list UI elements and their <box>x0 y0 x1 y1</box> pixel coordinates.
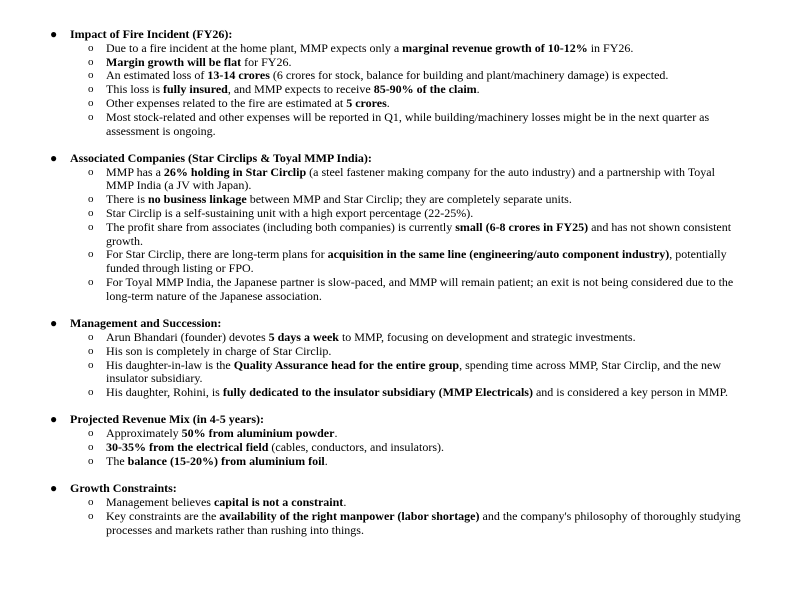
item-text: Other expenses related to the fire are estimated at <box>106 95 347 110</box>
item-text: . <box>324 453 328 468</box>
list-item <box>70 427 742 441</box>
item-text: and has not shown consistent growth. <box>106 219 732 248</box>
item-text: His daughter, Rohini, is <box>106 385 223 400</box>
bullet-circle-icon: o <box>88 55 94 68</box>
item-emphasis: Quality Assurance head for the entire group <box>233 357 460 372</box>
item-text: , spending time across MMP, Star Circlip, and the new insulator subsidiary. <box>106 357 722 386</box>
section-revenue-mix <box>0 413 789 468</box>
item-text: for FY26. <box>241 54 292 69</box>
item-text: to MMP, focusing on development and strategic investments. <box>338 329 636 344</box>
item-text: Approximately <box>106 426 182 441</box>
list-item <box>70 345 742 359</box>
item-text: This loss is <box>106 82 164 97</box>
item-text: Star Circlip is a self-sustaining unit with a high export percentage (22-25%). <box>106 206 474 221</box>
bullet-circle-icon: o <box>88 220 94 233</box>
item-text: , potentially funded through listing or FPO. <box>106 247 727 276</box>
bullet-disc-icon: ● <box>50 27 58 41</box>
item-text: Key constraints are the <box>106 508 220 523</box>
item-text: The <box>106 453 128 468</box>
item-text: For Toyal MMP India, the Japanese partner is slow-paced, and MMP will remain patient; an exit is not being considered due to the long-term nature of the Japanese association. <box>106 275 734 303</box>
section-associated-companies <box>0 152 789 304</box>
item-text: (6 crores for stock, balance for building and plant/machinery damage) is expected. <box>269 68 669 83</box>
item-text: between MMP and Star Circlip; they are completely separate units. <box>246 192 572 207</box>
item-text: . <box>476 82 480 97</box>
item-emphasis: no business linkage <box>147 192 247 207</box>
bullet-disc-icon: ● <box>50 150 58 165</box>
list-item <box>70 248 742 276</box>
item-text: (a steel fastener making company for the auto industry) and a partnership with Toyal MMP India (a JV with Japan). <box>106 164 715 193</box>
item-text: MMP has a <box>106 164 164 179</box>
item-text: The profit share from associates (including both companies) is currently <box>106 219 456 234</box>
item-emphasis: fully dedicated to the insulator subsidiary (MMP Electricals) <box>222 385 533 400</box>
section-heading: Growth Constraints: <box>70 481 177 496</box>
list-item <box>70 386 742 400</box>
list-item <box>70 69 742 83</box>
item-emphasis: 5 crores <box>346 95 387 110</box>
item-emphasis: 26% holding in Star Circlip <box>163 164 307 179</box>
item-text: There is <box>106 192 148 207</box>
bullet-circle-icon: o <box>88 41 94 54</box>
item-text: Due to a fire incident at the home plant, MMP expects only a <box>106 40 403 55</box>
section-heading: Management and Succession: <box>70 316 222 331</box>
bullet-disc-icon: ● <box>50 481 58 496</box>
list-item <box>70 97 742 111</box>
bullet-circle-icon: o <box>88 427 94 440</box>
item-text: Management believes <box>106 494 214 509</box>
section-management-succession <box>0 317 789 400</box>
bullet-circle-icon: o <box>88 386 94 399</box>
list-item <box>70 42 742 56</box>
list-item <box>70 207 742 221</box>
item-text: (cables, conductors, and insulators). <box>268 440 445 455</box>
item-text: and the company's philosophy of thoroughly studying processes and markets rather than rushing into things. <box>106 508 741 537</box>
bullet-circle-icon: o <box>88 165 94 178</box>
bullet-circle-icon: o <box>88 83 94 96</box>
list-item <box>70 111 742 139</box>
bullet-circle-icon: o <box>88 358 94 371</box>
bullet-circle-icon: o <box>88 96 94 109</box>
item-text: His daughter-in-law is the <box>106 357 234 372</box>
list-item <box>70 56 742 70</box>
bullet-circle-icon: o <box>88 193 94 206</box>
item-emphasis: balance (15-20%) from aluminium foil <box>127 453 325 468</box>
item-emphasis: 50% from aluminium powder <box>181 426 335 441</box>
item-text: . <box>334 426 338 441</box>
list-item <box>70 359 742 387</box>
bullet-disc-icon: ● <box>50 412 58 427</box>
item-emphasis: fully insured <box>163 82 228 97</box>
section-fire-incident <box>0 28 789 138</box>
bullet-circle-icon: o <box>88 495 94 508</box>
list-item <box>70 193 742 207</box>
bullet-circle-icon: o <box>88 454 94 467</box>
list-item <box>70 441 742 455</box>
section-heading: Impact of Fire Incident (FY26): <box>70 27 233 41</box>
item-text: Most stock-related and other expenses will be reported in Q1, while building/machinery losses might be in the next quarter as assessment is ongoing. <box>106 109 710 138</box>
section-heading: Associated Companies (Star Circlips & Toyal MMP India): <box>70 150 372 165</box>
bullet-circle-icon: o <box>88 509 94 522</box>
bullet-circle-icon: o <box>88 330 94 343</box>
item-text: His son is completely in charge of Star Circlip. <box>106 343 332 358</box>
bullet-circle-icon: o <box>88 344 94 357</box>
bullet-disc-icon: ● <box>50 316 58 331</box>
sub-list <box>70 42 789 139</box>
item-emphasis: acquisition in the same line (engineering/auto component industry) <box>327 247 670 262</box>
bullet-circle-icon: o <box>88 110 94 123</box>
item-text: An estimated loss of <box>106 68 208 83</box>
item-text: . <box>386 95 390 110</box>
section-growth-constraints <box>0 482 789 537</box>
list-item <box>70 221 742 249</box>
list-item <box>70 455 742 469</box>
list-item <box>70 331 742 345</box>
item-text: and is considered a key person in MMP. <box>532 385 728 400</box>
list-item <box>70 510 742 538</box>
bullet-circle-icon: o <box>88 441 94 454</box>
sub-list <box>70 166 789 304</box>
item-text: Arun Bhandari (founder) devotes <box>106 329 269 344</box>
list-item <box>70 83 742 97</box>
bullet-circle-icon: o <box>88 69 94 82</box>
bullet-circle-icon: o <box>88 276 94 289</box>
item-text: . <box>343 494 347 509</box>
item-emphasis: 30-35% from the electrical field <box>106 440 269 455</box>
item-emphasis: availability of the right manpower (labor shortage) <box>219 508 480 523</box>
item-text: in FY26. <box>587 40 634 55</box>
item-text: , and MMP expects to receive <box>227 82 374 97</box>
bullet-circle-icon: o <box>88 248 94 261</box>
section-heading: Projected Revenue Mix (in 4-5 years): <box>70 412 265 427</box>
sub-list <box>70 331 789 400</box>
list-item <box>70 276 742 304</box>
item-emphasis: 85-90% of the claim <box>373 82 477 97</box>
sub-list <box>70 427 789 468</box>
sub-list <box>70 496 789 537</box>
list-item <box>70 496 742 510</box>
list-item <box>70 166 742 194</box>
item-emphasis: 5 days a week <box>268 329 339 344</box>
item-emphasis: 13-14 crores <box>207 68 270 83</box>
item-emphasis: marginal revenue growth of 10-12% <box>402 40 588 55</box>
item-emphasis: capital is not a constraint <box>213 494 344 509</box>
bullet-circle-icon: o <box>88 207 94 220</box>
item-emphasis: small (6-8 crores in FY25) <box>455 219 589 234</box>
item-emphasis: Margin growth will be flat <box>106 54 242 69</box>
item-text: For Star Circlip, there are long-term plans for <box>106 247 328 262</box>
